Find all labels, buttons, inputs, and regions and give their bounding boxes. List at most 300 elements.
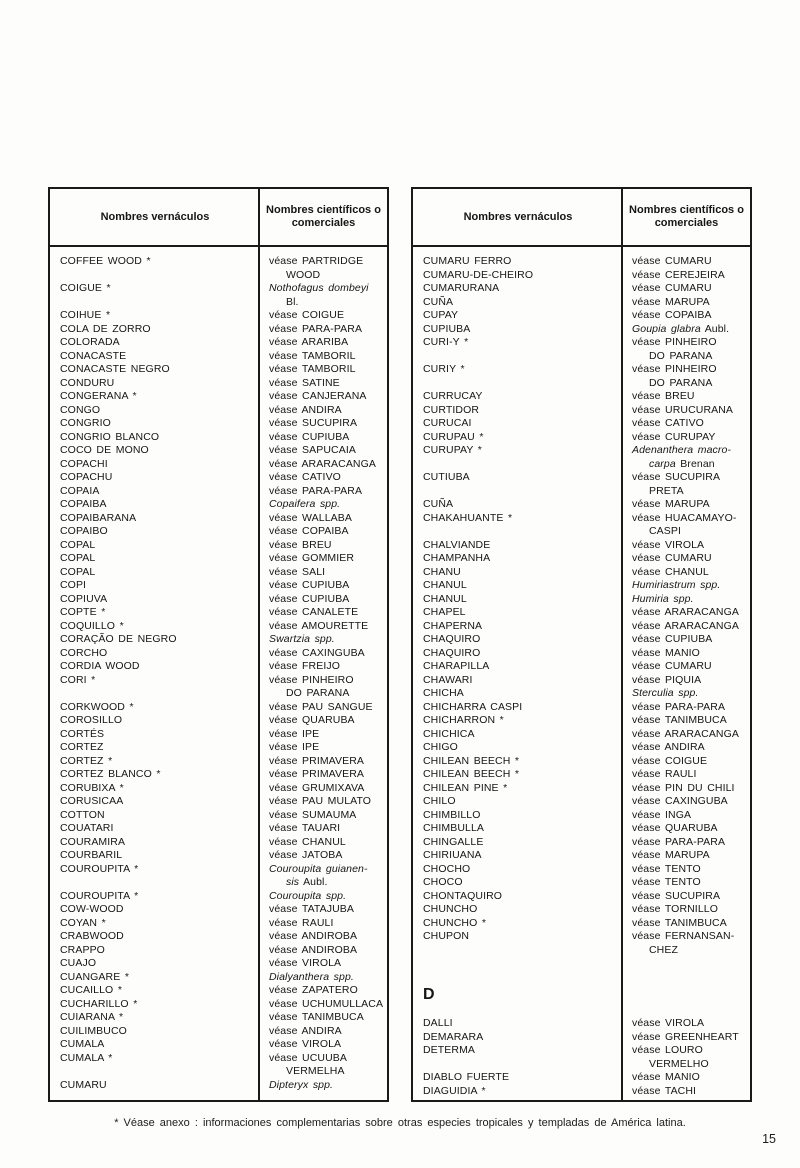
scientific-name: [260, 1038, 387, 1052]
vernacular-name: CUMARURANA: [423, 282, 500, 294]
scientific-name-text: véase COPAIBA: [269, 525, 349, 537]
scientific-name-text: Aubl.: [700, 322, 730, 335]
scientific-name-text: véase ARARACANGA: [632, 619, 739, 632]
header-scientific: Nombres científicos o comerciales: [266, 204, 381, 229]
table-row: [50, 255, 387, 282]
scientific-name: [260, 552, 387, 566]
vernacular-name: CHICHICA: [423, 727, 475, 740]
vernacular-name: CHILEAN BEECH *: [423, 754, 520, 767]
scientific-name: [623, 633, 750, 647]
table-row: [413, 755, 750, 769]
table-row: [50, 350, 387, 364]
vernacular-name: DALLI: [423, 1017, 453, 1029]
scientific-name: [260, 701, 387, 715]
scientific-name-text: véase PRIMAVERA: [269, 754, 365, 767]
scientific-name-text: DO PARANA: [286, 687, 350, 699]
scientific-name-text: véase BREU: [632, 390, 695, 402]
vernacular-names-table-left: [48, 187, 389, 1102]
scientific-name-text: véase TORNILLO: [632, 903, 718, 915]
scientific-name-text: véase CUMARU: [632, 660, 712, 672]
table-row: [50, 566, 387, 580]
vernacular-name: CUÑA: [423, 295, 454, 308]
table-row: [50, 633, 387, 647]
scientific-name-text: véase MARUPA: [632, 498, 710, 510]
scientific-name-text: véase HUACAMAYO-: [632, 511, 737, 524]
vernacular-name: CUANGARE *: [60, 970, 130, 983]
vernacular-name: COPAIBO: [60, 525, 108, 537]
vernacular-name: COQUILLO *: [60, 619, 124, 632]
scientific-name: [623, 876, 750, 890]
vernacular-name: COLA DE ZORRO: [60, 322, 151, 335]
scientific-name: [260, 930, 387, 944]
vernacular-name: CUMALA *: [60, 1051, 113, 1064]
vernacular-name: CHAQUIRO: [423, 633, 481, 645]
scientific-name-text: véase ARARIBA: [269, 336, 349, 348]
scientific-name-latin: carpa: [649, 457, 676, 470]
scientific-name-text: véase GREENHEART: [632, 1030, 739, 1043]
scientific-name: [623, 566, 750, 580]
table-row: [50, 336, 387, 350]
table-row: [413, 660, 750, 674]
scientific-name: [623, 1017, 750, 1031]
scientific-name-text: véase QUARUBA: [269, 714, 355, 726]
scientific-name: [623, 836, 750, 850]
scientific-name-text: VERMELHA: [286, 1065, 345, 1077]
vernacular-name: CHAPEL: [423, 606, 466, 618]
table-row: [413, 579, 750, 593]
scientific-name: [623, 606, 750, 620]
scientific-name: [260, 255, 387, 282]
scientific-name-latin: Humiriastrum spp.: [632, 579, 721, 591]
table-row: [413, 1071, 750, 1085]
table-row: [50, 849, 387, 863]
scientific-name: [260, 782, 387, 796]
footnote: * Véase anexo : informaciones complementarias sobre otras especies tropicales y templadas de América latina.: [114, 1117, 686, 1129]
scientific-name-text: véase PARA-PARA: [632, 835, 726, 848]
scientific-name-text: véase TAUARI: [269, 822, 341, 834]
scientific-name: [623, 890, 750, 904]
scientific-name-text: véase UCHUMULLACA: [269, 997, 384, 1010]
vernacular-name: CORDIA WOOD: [60, 660, 140, 672]
scientific-name-text: véase CANALETE: [269, 606, 359, 618]
scientific-name: [260, 714, 387, 728]
scientific-name: [260, 566, 387, 580]
scientific-name-text: véase TENTO: [632, 862, 701, 875]
vernacular-name: CRAPPO: [60, 943, 105, 956]
scientific-name-text: véase CUPIUBA: [269, 430, 350, 443]
vernacular-name: CHANUL: [423, 579, 467, 591]
scientific-name-text: véase ANDIROBA: [269, 930, 358, 942]
scientific-name: [623, 512, 750, 539]
scientific-name-text: véase PINHEIRO: [632, 363, 717, 375]
table-row: [50, 323, 387, 337]
vernacular-name: COPACHI: [60, 457, 108, 470]
scientific-name: [260, 593, 387, 607]
scientific-name: [260, 917, 387, 931]
scientific-name: [260, 1079, 387, 1093]
scientific-name-text: véase PARA-PARA: [269, 322, 363, 335]
scientific-name-text: véase ARARACANGA: [632, 606, 739, 618]
scientific-name-text: WOOD: [286, 268, 321, 281]
vernacular-name: CHILO: [423, 795, 456, 807]
table-row: [50, 741, 387, 755]
vernacular-name: CHILEAN PINE *: [423, 781, 508, 794]
table-row: [413, 363, 750, 390]
table-row: [50, 282, 387, 309]
table-row: [413, 390, 750, 404]
scientific-name: [623, 336, 750, 363]
table-row: [413, 566, 750, 580]
scientific-name-text: véase TAMBORIL: [269, 363, 356, 375]
scientific-name: [260, 336, 387, 350]
scientific-name: [623, 930, 750, 957]
header-scientific: Nombres científicos o comerciales: [629, 204, 744, 229]
vernacular-name: CUILIMBUCO: [60, 1024, 127, 1037]
scientific-name: [623, 714, 750, 728]
vernacular-name: CHUNCHO: [423, 903, 478, 915]
table-row: [50, 944, 387, 958]
scientific-name-text: véase ANDIRA: [269, 1024, 342, 1037]
scientific-name-text: véase CUMARU: [632, 282, 712, 294]
scientific-name-text: véase PARA-PARA: [269, 484, 363, 497]
scientific-name-text: véase CUPIUBA: [632, 633, 713, 645]
vernacular-name: COFFEE WOOD *: [60, 255, 151, 267]
table-row: [413, 593, 750, 607]
scientific-name-text: véase FREIJO: [269, 660, 340, 672]
scientific-name: [260, 944, 387, 958]
table-row: [413, 687, 750, 701]
scientific-name-text: véase PINHEIRO: [269, 673, 354, 686]
table-row: [413, 795, 750, 809]
scientific-name: [260, 309, 387, 323]
table-row: [50, 1038, 387, 1052]
table-row: [50, 458, 387, 472]
table-row: [50, 917, 387, 931]
scientific-name-text: véase CUMARU: [632, 255, 712, 267]
scientific-name-text: véase PINHEIRO: [632, 336, 717, 348]
table-row: [413, 633, 750, 647]
scientific-name: [623, 687, 750, 701]
table-row: [50, 957, 387, 971]
scientific-name: [623, 647, 750, 661]
scientific-name-text: CASPI: [649, 525, 682, 537]
scientific-name-text: Aubl.: [299, 876, 328, 888]
table-row: [413, 863, 750, 877]
table-row: [50, 1025, 387, 1039]
scientific-name: [260, 903, 387, 917]
scientific-name-text: véase ZAPATERO: [269, 984, 358, 996]
table-row: [413, 309, 750, 323]
vernacular-name: CHAQUIRO: [423, 646, 481, 659]
scientific-name: [260, 485, 387, 499]
vernacular-name: CONACASTE NEGRO: [60, 363, 170, 375]
scientific-name: [623, 417, 750, 431]
scientific-name: [623, 863, 750, 877]
scientific-name: [623, 620, 750, 634]
table-row: [50, 485, 387, 499]
scientific-name: [623, 579, 750, 593]
table-row: [413, 255, 750, 269]
vernacular-name: CORAÇÃO DE NEGRO: [60, 633, 177, 645]
scientific-name: [623, 1044, 750, 1071]
scientific-name: [260, 390, 387, 404]
scientific-name-text: véase AMOURETTE: [269, 619, 369, 632]
table-row: [50, 1011, 387, 1025]
scientific-name: [260, 633, 387, 647]
vernacular-name: CUAJO: [60, 957, 97, 969]
scientific-name: [260, 363, 387, 377]
scientific-name: [260, 971, 387, 985]
scientific-name-text: PRETA: [649, 484, 684, 497]
vernacular-name: CHOCO: [423, 876, 463, 888]
table-row: [413, 1031, 750, 1045]
scientific-name: [260, 795, 387, 809]
scientific-name-text: véase PAU SANGUE: [269, 700, 373, 713]
scientific-name-text: véase ANDIROBA: [269, 943, 358, 956]
scientific-name-text: véase PARTRIDGE: [269, 255, 364, 267]
scientific-name-text: véase VIROLA: [632, 1017, 705, 1029]
vernacular-name: COPAL: [60, 552, 96, 564]
vernacular-name: CUIARANA *: [60, 1011, 124, 1023]
vernacular-name: CUMARU: [60, 1078, 107, 1091]
scientific-name-latin: Dipteryx spp.: [269, 1078, 334, 1091]
vernacular-name: CHICHARRON *: [423, 714, 504, 726]
scientific-name: [260, 512, 387, 526]
vernacular-name: CHUNCHO *: [423, 916, 487, 929]
scientific-name: [623, 917, 750, 931]
section-gap: [413, 957, 750, 985]
vernacular-name: CHICHARRA CASPI: [423, 700, 523, 713]
vernacular-name: CHAKAHUANTE *: [423, 511, 513, 524]
scientific-name-text: véase CATIVO: [269, 471, 341, 483]
scientific-name-latin: Goupia glabra: [632, 322, 701, 335]
table-row: [50, 417, 387, 431]
table-row: [50, 984, 387, 998]
vernacular-name: COURAMIRA: [60, 835, 126, 848]
table-header: [413, 189, 750, 247]
table-row: [50, 539, 387, 553]
table-row: [413, 269, 750, 283]
scientific-name: [623, 390, 750, 404]
scientific-name-text: véase SAPUCAIA: [269, 444, 356, 456]
scientific-name-text: véase CANJERANA: [269, 390, 367, 402]
table-row: [413, 836, 750, 850]
vernacular-name: CHIGO: [423, 741, 458, 753]
table-row: [50, 525, 387, 539]
table-row: [50, 660, 387, 674]
vernacular-name: CUCAILLO *: [60, 984, 123, 996]
vernacular-name: CHONTAQUIRO: [423, 889, 503, 902]
scientific-name-text: véase MARUPA: [632, 849, 710, 861]
vernacular-name: CHANU: [423, 565, 461, 578]
scientific-name-latin: Couroupita spp.: [269, 889, 347, 902]
scientific-name: [260, 525, 387, 539]
vernacular-name: CONGERANA *: [60, 390, 137, 402]
vernacular-name: CUMARU FERRO: [423, 255, 512, 267]
vernacular-name: CONACASTE: [60, 349, 127, 362]
scientific-name-latin: Couroupita guianen-: [269, 862, 368, 875]
table-row: [50, 768, 387, 782]
section-gap: [413, 1005, 750, 1017]
vernacular-name: COUROUPITA *: [60, 889, 139, 902]
scientific-name-text: véase COIGUE: [269, 309, 345, 321]
scientific-name-text: véase VIROLA: [632, 538, 705, 551]
table-row: [50, 471, 387, 485]
table-row: [413, 647, 750, 661]
vernacular-name: CONGRIO BLANCO: [60, 430, 160, 443]
scientific-name-text: véase CEREJEIRA: [632, 268, 725, 281]
table-row: [413, 728, 750, 742]
vernacular-name: CHIRIUANA: [423, 849, 482, 861]
scientific-name: [623, 728, 750, 742]
scientific-name-text: véase COPAIBA: [632, 309, 712, 321]
scientific-name: [623, 822, 750, 836]
scientific-name-text: véase SUMAUMA: [269, 808, 357, 821]
scientific-name: [260, 984, 387, 998]
scientific-name-text: véase ANDIRA: [269, 403, 342, 416]
table-row: [50, 755, 387, 769]
vernacular-name: CURTIDOR: [423, 403, 480, 416]
scientific-name-text: véase TANIMBUCA: [269, 1011, 364, 1023]
vernacular-name: COUATARI: [60, 822, 114, 834]
scientific-name: [260, 660, 387, 674]
scientific-name: [623, 431, 750, 445]
vernacular-name: CORTÉS: [60, 727, 105, 740]
table-row: [50, 404, 387, 418]
vernacular-name: CUMALA: [60, 1038, 105, 1050]
scientific-name-text: véase FERNANSAN-: [632, 930, 735, 942]
scientific-name-text: véase TENTO: [632, 876, 701, 888]
scientific-name: [260, 620, 387, 634]
scientific-name: [623, 903, 750, 917]
table-row: [50, 863, 387, 890]
column-divider: [258, 189, 260, 1100]
vernacular-name: COLORADA: [60, 336, 120, 348]
scientific-name-latin: Humiria spp.: [632, 592, 694, 605]
vernacular-name: CHAPERNA: [423, 619, 483, 632]
table-row: [50, 1079, 387, 1093]
vernacular-name: CONGRIO: [60, 417, 111, 429]
vernacular-name: CHILEAN BEECH *: [423, 768, 520, 780]
scientific-name-latin: Sterculia spp.: [632, 687, 699, 699]
scientific-name-text: véase IPE: [269, 741, 320, 753]
vernacular-name: COPAIA: [60, 484, 100, 497]
scientific-name-text: véase VIROLA: [269, 957, 342, 969]
scientific-name-text: véase JATOBA: [269, 849, 343, 861]
vernacular-name: COURBARIL: [60, 849, 123, 861]
vernacular-name: DIAGUIDIA *: [423, 1084, 486, 1097]
vernacular-name: COPAIBARANA: [60, 511, 137, 524]
scientific-name: [260, 579, 387, 593]
table-row: [50, 390, 387, 404]
scientific-name: [260, 755, 387, 769]
table-header: [50, 189, 387, 247]
vernacular-name: COIGUE *: [60, 282, 111, 294]
scientific-name: [623, 323, 750, 337]
vernacular-name: DIABLO FUERTE: [423, 1071, 510, 1083]
vernacular-name: CURIY *: [423, 363, 465, 375]
table-row: [50, 620, 387, 634]
table-row: [413, 822, 750, 836]
vernacular-name: COUROUPITA *: [60, 862, 139, 875]
table-row: [50, 647, 387, 661]
scientific-name-text: DO PARANA: [649, 376, 713, 389]
table-row: [413, 296, 750, 310]
vernacular-name: COPI: [60, 579, 87, 591]
scientific-name: [260, 1025, 387, 1039]
scientific-name: [623, 552, 750, 566]
scientific-name-latin: Dialyanthera spp.: [269, 970, 354, 983]
scientific-name-text: véase INGA: [632, 808, 692, 821]
scientific-name-text: Bl.: [286, 295, 299, 308]
table-row: [50, 890, 387, 904]
vernacular-name: CHIMBILLO: [423, 808, 481, 821]
vernacular-name: CORTEZ: [60, 741, 104, 753]
table-row: [50, 836, 387, 850]
vernacular-name: CORUBIXA *: [60, 781, 124, 794]
vernacular-name: CORKWOOD *: [60, 700, 134, 713]
scientific-name-text: véase TANIMBUCA: [632, 916, 727, 929]
scientific-name: [623, 782, 750, 796]
scientific-name: [260, 1011, 387, 1025]
vernacular-name: CORTEZ *: [60, 754, 113, 767]
scientific-name: [260, 444, 387, 458]
scientific-name-text: véase QUARUBA: [632, 822, 718, 834]
scientific-name-text: véase CUMARU: [632, 552, 712, 564]
vernacular-name: CONDURU: [60, 376, 115, 389]
table-row: [413, 404, 750, 418]
vernacular-name: CORTEZ BLANCO *: [60, 768, 161, 780]
vernacular-name: CUPIUBA: [423, 322, 471, 335]
scientific-name-text: véase CAXINGUBA: [269, 646, 365, 659]
scientific-name: [623, 1071, 750, 1085]
table-row: [50, 377, 387, 391]
table-row: [50, 512, 387, 526]
vernacular-name: CHOCHO: [423, 862, 471, 875]
vernacular-name: CHICHA: [423, 687, 464, 699]
scientific-name-text: véase CHANUL: [632, 565, 709, 578]
scientific-name-text: véase GRUMIXAVA: [269, 781, 365, 794]
scientific-name-text: Brenan: [675, 457, 715, 470]
table-row: [413, 512, 750, 539]
scientific-name: [260, 822, 387, 836]
vernacular-name: CHAWARI: [423, 673, 473, 686]
scientific-name-text: véase VIROLA: [269, 1038, 342, 1050]
vernacular-name: CHALVIANDE: [423, 538, 491, 551]
vernacular-name: CURUPAU *: [423, 430, 484, 443]
scientific-name-text: véase SUCUPIRA: [269, 417, 358, 429]
scientific-name-text: véase WALLABA: [269, 511, 352, 524]
scientific-name: [623, 755, 750, 769]
table-row: [413, 809, 750, 823]
scientific-name-text: véase PIN DU CHILI: [632, 781, 735, 794]
scientific-name-latin: Copaifera spp.: [269, 498, 341, 510]
scientific-name-text: véase TATAJUBA: [269, 903, 354, 915]
table-row: [50, 444, 387, 458]
vernacular-name: CURUCAI: [423, 417, 472, 429]
vernacular-name: CUÑA: [423, 498, 454, 510]
scientific-name-text: véase GOMMIER: [269, 552, 355, 564]
scientific-name-latin: Nothofagus dombeyi: [269, 282, 369, 294]
table-row: [413, 849, 750, 863]
vernacular-name: CUPAY: [423, 309, 459, 321]
table-row: [413, 782, 750, 796]
scientific-name-text: véase PIQUIA: [632, 673, 702, 686]
scientific-name-text: véase CAXINGUBA: [632, 795, 728, 807]
scientific-name: [260, 957, 387, 971]
scientific-name: [260, 836, 387, 850]
table-row: [413, 471, 750, 498]
